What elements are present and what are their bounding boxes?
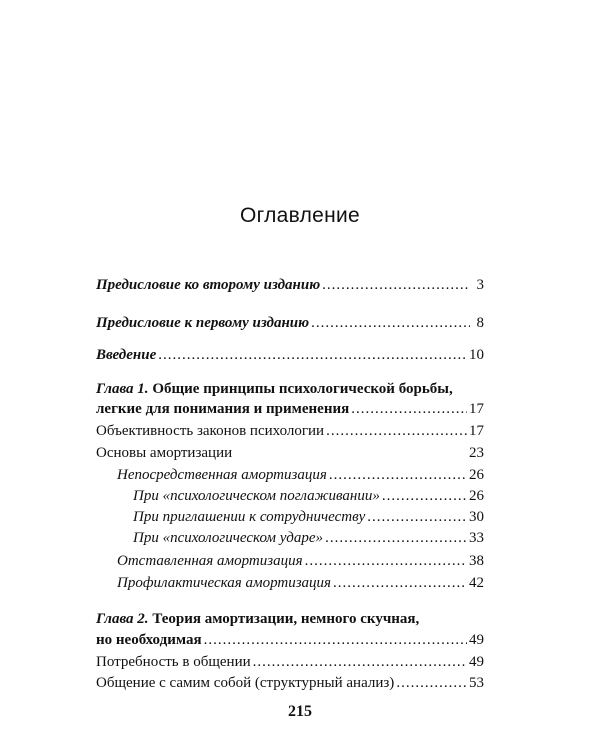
- toc-entry-page: 23: [469, 445, 484, 461]
- leader-dots: [325, 529, 467, 547]
- toc-entry-amortization-basics: [96, 444, 484, 462]
- toc-entry-page: 42: [469, 575, 484, 591]
- toc-entry-cooperation-invite: [133, 508, 484, 526]
- toc-entry-label: Отставленная амортизация: [117, 553, 303, 569]
- toc-entry-label: При «психологическом поглаживании»: [133, 488, 380, 504]
- toc-entry-preface-first: [96, 314, 484, 332]
- toc-entry-label: Введение: [96, 347, 157, 363]
- toc-entry-deferred-amortization: [117, 552, 484, 570]
- toc-entry-page: 8: [476, 315, 484, 331]
- chapter1-title-line1: Общие принципы психологической борьбы,: [152, 381, 453, 397]
- toc-entry-direct-amortization: [117, 466, 484, 484]
- chapter1-heading-line1: [96, 380, 453, 398]
- page-title: Оглавление: [239, 204, 361, 227]
- toc-entry-page: 17: [469, 423, 484, 439]
- toc-entry-psych-strike: [133, 529, 484, 547]
- leader-dots: [311, 314, 470, 332]
- toc-entry-label: Основы амортизации: [96, 445, 233, 461]
- leader-dots: [396, 674, 467, 692]
- chapter1-title-line2: легкие для понимания и применения: [96, 401, 350, 417]
- leader-dots: [382, 487, 467, 505]
- toc-entry-label: Профилактическая амортизация: [117, 575, 332, 591]
- toc-entry-label: Предисловие ко второму изданию: [96, 277, 321, 293]
- toc-entry-label: При «психологическом ударе»: [133, 530, 324, 546]
- leader-dots: [305, 552, 467, 570]
- toc-entry-page: 49: [469, 654, 484, 670]
- chapter1-heading-line2: [96, 400, 484, 418]
- toc-entry-page: 26: [469, 488, 484, 504]
- toc-entry-page: 10: [469, 347, 484, 363]
- toc-entry-label: Потребность в общении: [96, 654, 251, 670]
- toc-entry-page: 53: [469, 675, 484, 691]
- toc-entry-page: 33: [469, 530, 484, 546]
- leader-dots: [333, 574, 467, 592]
- chapter2-title-line1: Теория амортизации, немного скучная,: [152, 611, 420, 627]
- toc-entry-label: Объективность законов психологии: [96, 423, 325, 439]
- toc-entry-label: При приглашении к сотрудничеству: [133, 509, 366, 525]
- toc-entry-page: 3: [476, 277, 484, 293]
- chapter2-title-line2: но необходимая: [96, 632, 202, 648]
- toc-entry-label: Общение с самим собой (структурный анализ): [96, 675, 395, 691]
- toc-entry-page: 17: [469, 401, 484, 417]
- leader-dots: [253, 653, 467, 671]
- toc-entry-psych-stroking: [133, 487, 484, 505]
- toc-entry-page: 26: [469, 467, 484, 483]
- toc-entry-page: 49: [469, 632, 484, 648]
- toc-entry-introduction: [96, 346, 484, 364]
- leader-dots: [326, 422, 467, 440]
- toc-entry-label: Непосредственная амортизация: [117, 467, 327, 483]
- toc-entry-preventive-amortization: [117, 574, 484, 592]
- chapter2-prefix: Глава 2.: [96, 611, 149, 627]
- page-number: 215: [288, 703, 312, 720]
- chapter2-heading-line1: [96, 610, 419, 628]
- leader-dots: [158, 346, 467, 364]
- leader-dots: [351, 400, 467, 418]
- leader-dots: [367, 508, 467, 526]
- toc-entry-preface-second: [96, 276, 484, 294]
- toc-entry-need-for-communication: [96, 653, 484, 671]
- toc-entry-label: Предисловие к первому изданию: [96, 315, 310, 331]
- leader-dots: [204, 631, 467, 649]
- toc-entry-page: 38: [469, 553, 484, 569]
- toc-entry-self-communication: [96, 674, 484, 692]
- toc-entry-page: 30: [469, 509, 484, 525]
- leader-dots: [322, 276, 470, 294]
- chapter1-prefix: Глава 1.: [96, 381, 149, 397]
- leader-dots: [329, 466, 467, 484]
- toc-entry-objectivity: [96, 422, 484, 440]
- chapter2-heading-line2: [96, 631, 484, 649]
